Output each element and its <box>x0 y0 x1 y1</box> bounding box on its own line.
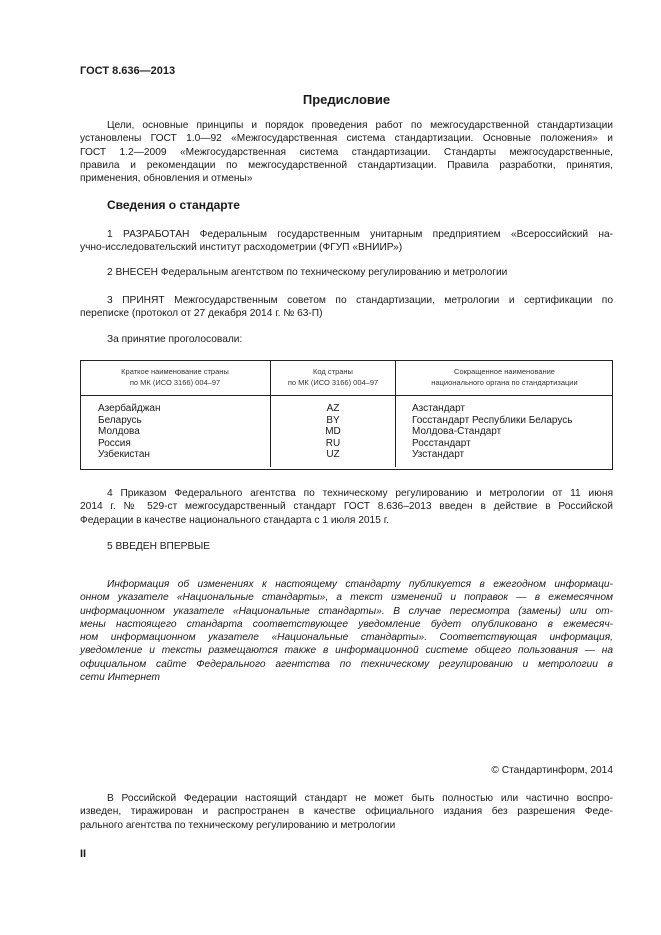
reproduction-line: В Российской Федерации настоящий стандарт не может быть полностью или частично воспро- <box>107 793 613 804</box>
notice-line: информационном указателе «Национальные стандарты». В случае пересмотра (замены) или от- <box>80 605 613 617</box>
notice-line: Информация об изменениях к настоящему стандарту публикуется в ежегодном информаци- <box>107 579 613 590</box>
info-item-4-line: 2014 г. № 529-ст межгосударственный стандарт ГОСТ 8.636–2013 введен в действие в Российской <box>80 501 613 513</box>
preface-line: Цели, основные принципы и порядок проведения работ по межгосударственной стандартизации <box>107 120 613 131</box>
voted-label: За принятие проголосовали: <box>107 334 243 345</box>
standard-info-title: Сведения о стандарте <box>107 198 240 212</box>
notice-line: уведомление и тексты размещаются также в информационной системе общего пользования — на <box>80 645 613 657</box>
info-item-2: 2 ВНЕСЕН Федеральным агентством по техническому регулированию и метрологии <box>107 267 508 278</box>
info-item-1-line: 1 РАЗРАБОТАН Федеральным государственным унитарным предприятием «Всероссийский на- <box>107 229 613 240</box>
info-item-4-line: Федерации в качестве национального стандарта с 1 июля 2015 г. <box>80 514 390 526</box>
info-item-1 <box>80 228 613 255</box>
info-item-1-line: учно-исследовательский институт расходометрии (ФГУП «ВНИИР») <box>80 242 403 254</box>
header-code: Код страны по МК (ИСО 3166) 004–97 <box>271 360 396 396</box>
table-header-row <box>80 360 613 396</box>
body-cell: Азстандарт Госстандарт Республики Беларусь Молдова-Стандарт Росстандарт Узстандарт <box>412 403 573 460</box>
info-item-5: 5 ВВЕДЕН ВПЕРВЫЕ <box>107 541 211 552</box>
document-id: ГОСТ 8.636—2013 <box>80 65 176 77</box>
notice-line: ном информационном указателе «Национальные стандарты». Соответствующая информация, <box>80 632 613 644</box>
info-item-4 <box>80 487 613 527</box>
info-item-4-line: 4 Приказом Федерального агентства по техническому регулированию и метрологии от 11 июня <box>107 488 613 499</box>
preface-line: применения, обновления и отмены» <box>80 173 253 185</box>
header-body: Сокращенное наименование национального органа по стандартизации <box>396 360 614 396</box>
change-notice <box>80 578 613 684</box>
info-item-3-line: переписке (протокол от 27 декабря 2014 г. № 63-П) <box>80 308 323 320</box>
preface-line: правила и рекомендации по межгосударственной стандартизации. Правила разработки, принятия, <box>80 159 613 171</box>
countries-table <box>80 360 613 467</box>
page-number: II <box>80 848 87 860</box>
reproduction-note <box>80 792 613 832</box>
country-cell: Азербайджан Беларусь Молдова Россия Узбекистан <box>80 396 271 467</box>
header-country: Краткое наименование страны по МК (ИСО 3166) 004–97 <box>80 360 271 396</box>
reproduction-line: рального агентства по техническому регулированию и метрологии <box>80 819 396 831</box>
preface-title: Предисловие <box>302 92 391 107</box>
preface-line: ГОСТ 1.2—2009 «Межгосударственная система стандартизации. Стандарты межгосударственные, <box>80 146 613 158</box>
preface-paragraph <box>80 119 613 185</box>
code-cell: AZ BY MD RU UZ <box>271 396 396 467</box>
info-item-3-line: 3 ПРИНЯТ Межгосударственным советом по стандартизации, метрологии и сертификации по <box>107 295 613 306</box>
notice-line: онном указателе «Национальные стандарты», а текст изменений и поправок — в ежемесячном <box>80 592 613 604</box>
table-row <box>80 396 613 467</box>
notice-line: официальном сайте Федерального агентства по техническому регулированию и метрологии в <box>80 658 613 670</box>
copyright: © Стандартинформ, 2014 <box>491 765 613 776</box>
notice-line: сети Интернет <box>80 672 160 684</box>
info-item-3 <box>80 294 613 321</box>
reproduction-line: изведен, тиражирован и распространен в качестве официального издания без разрешения Феде- <box>80 806 613 818</box>
notice-line: мены настоящего стандарта соответствующее уведомление будет опубликовано в ежемесяч- <box>80 618 613 630</box>
preface-line: установлены ГОСТ 1.0—92 «Межгосударственная система стандартизации. Основные положения» и <box>80 133 613 145</box>
